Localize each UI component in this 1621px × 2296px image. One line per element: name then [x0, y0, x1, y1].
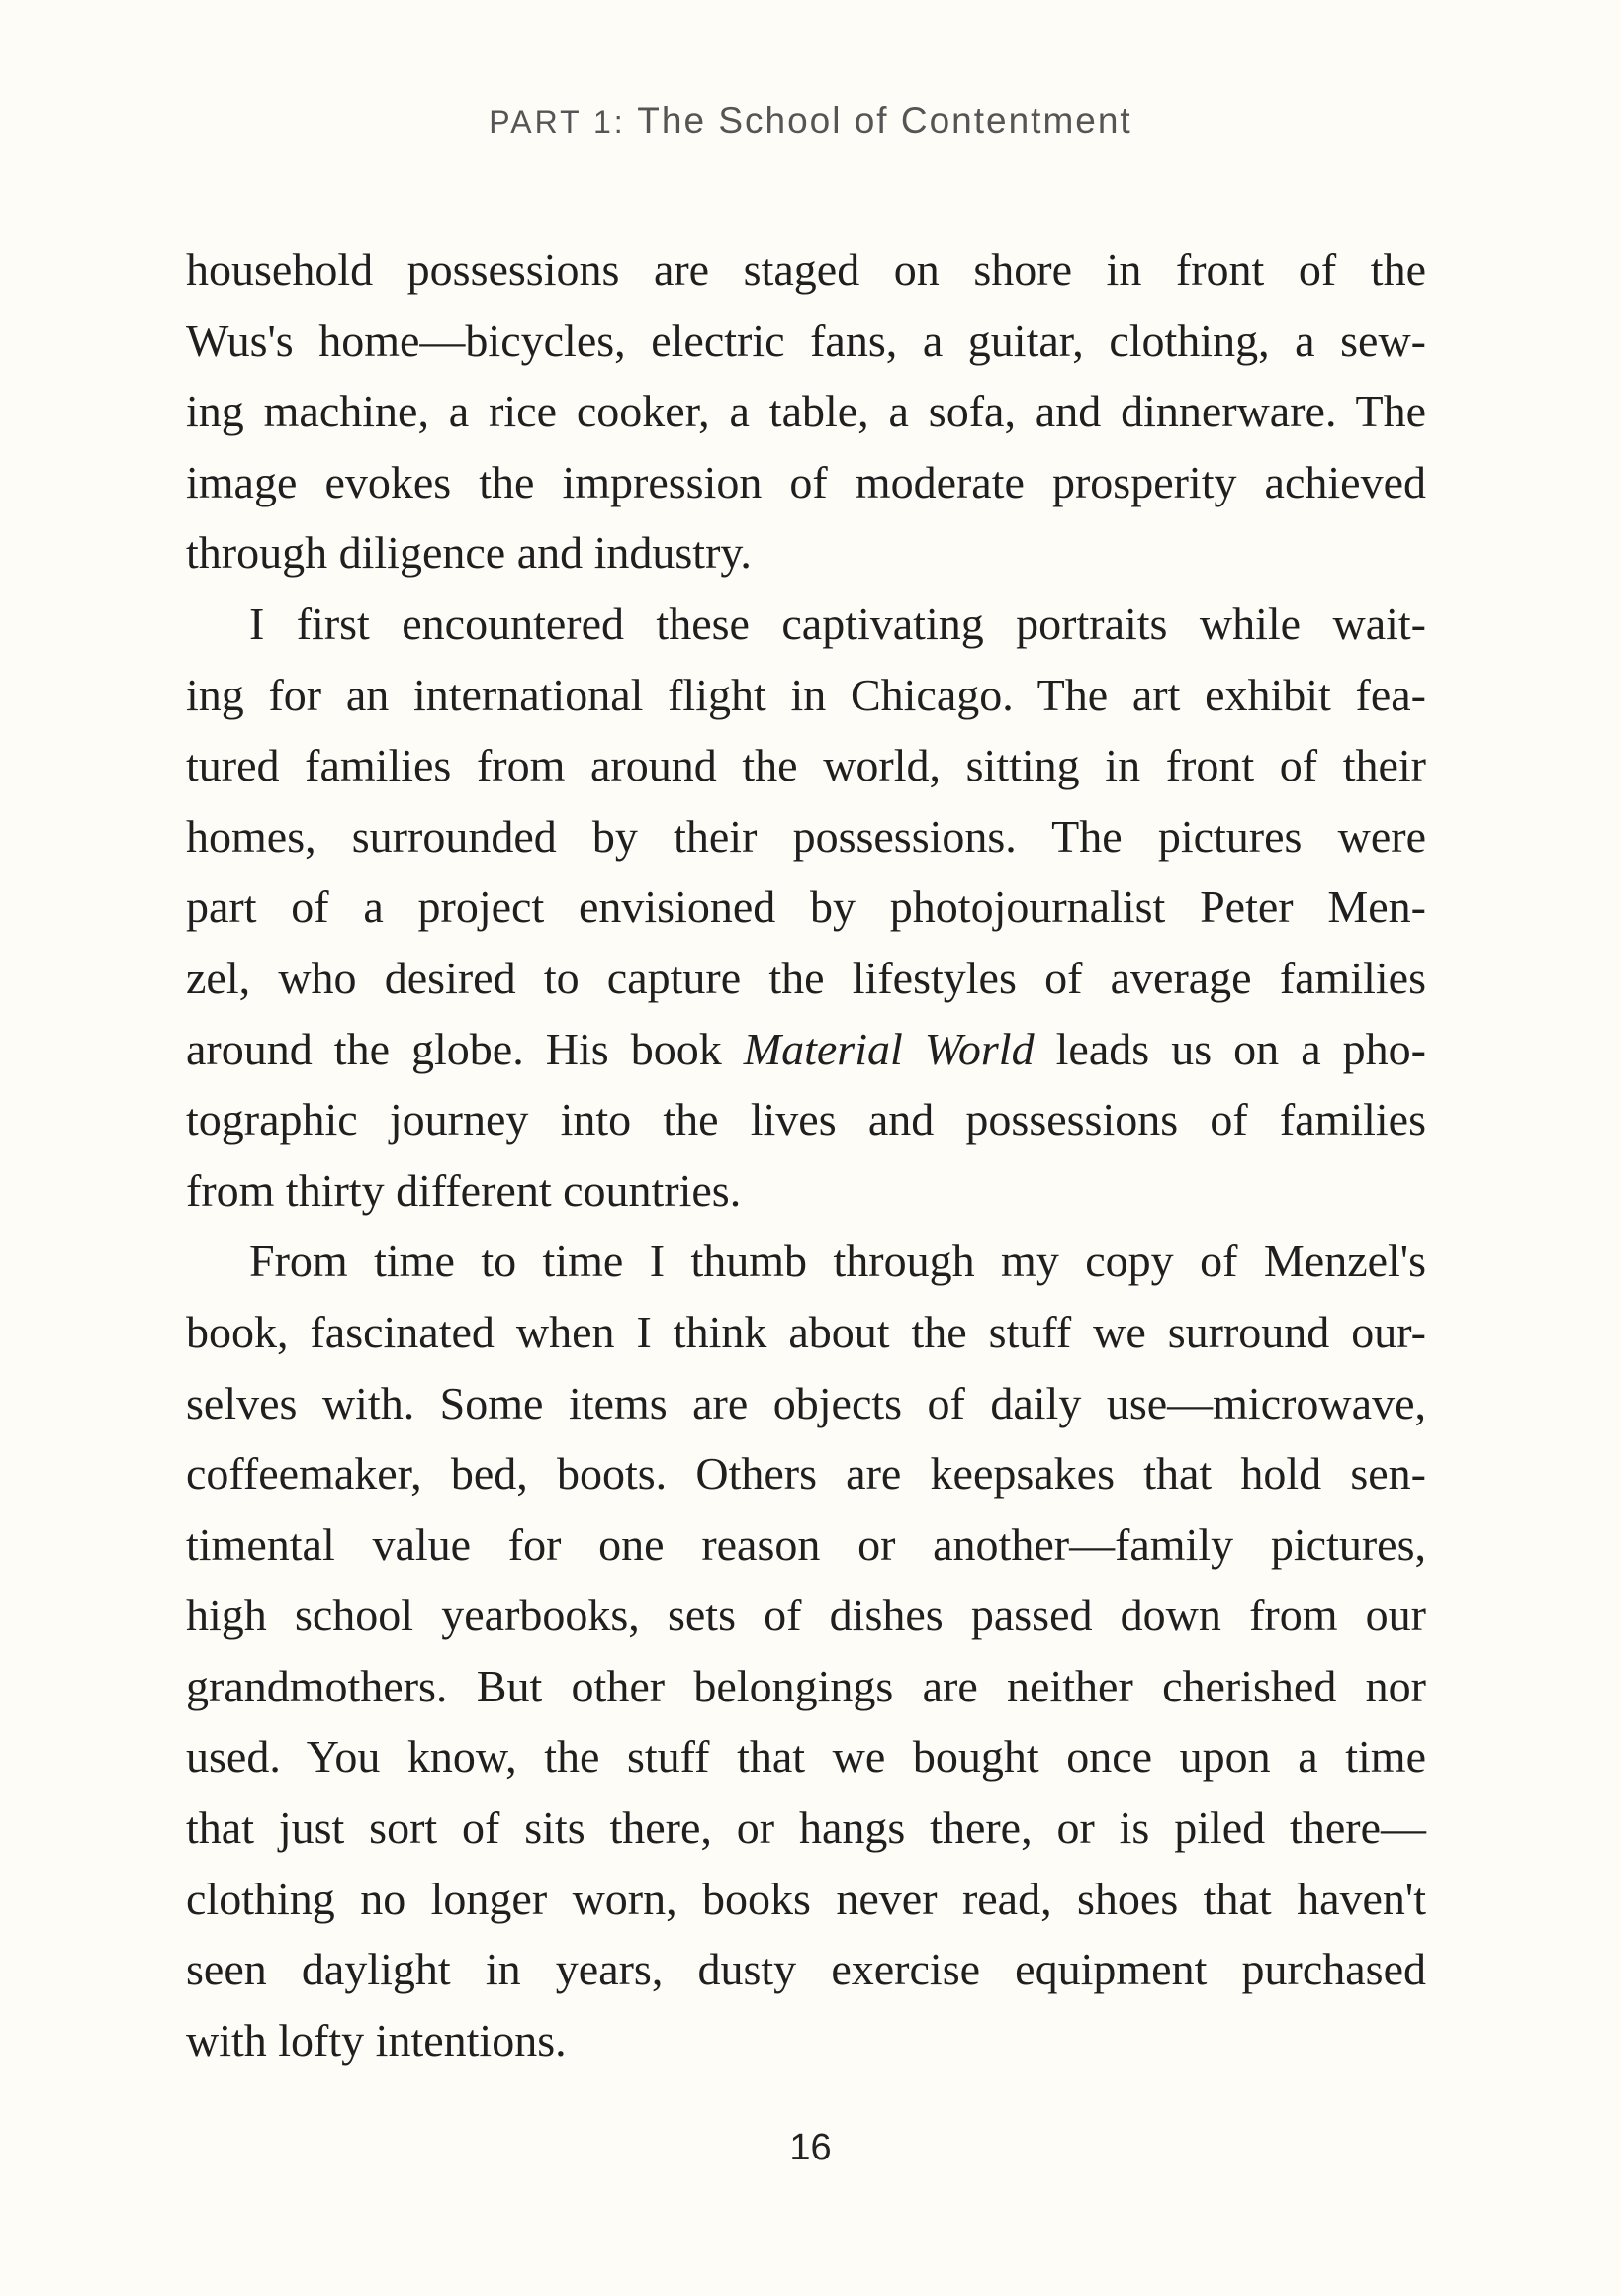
- text-line: household possessions are staged on shore in front of the: [186, 244, 1426, 295]
- text-line: part of a project envisioned by photojournalist Peter Men-: [186, 881, 1426, 933]
- text-line: tographic journey into the lives and possessions of families: [186, 1094, 1426, 1146]
- paragraph: [186, 1226, 1426, 2075]
- text-line: through diligence and industry.: [186, 527, 752, 579]
- text-line: ing machine, a rice cooker, a table, a sofa, and dinnerware. The: [186, 386, 1426, 437]
- text-line: used. You know, the stuff that we bought once upon a time: [186, 1731, 1426, 1783]
- running-head-title: The School of Contentment: [637, 100, 1132, 140]
- body-text: [186, 234, 1426, 2075]
- paragraph: [186, 589, 1426, 1226]
- text-line: ing for an international flight in Chicago. The art exhibit fea-: [186, 669, 1426, 720]
- text-line: I first encountered these captivating portraits while wait-: [249, 597, 1426, 649]
- text-line: From time to time I thumb through my copy of Menzel's: [249, 1236, 1426, 1287]
- text-line: tured families from around the world, sitting in front of their: [186, 740, 1426, 791]
- text-line: coffeemaker, bed, boots. Others are keepsakes that hold sen-: [186, 1448, 1426, 1500]
- text-line: zel, who desired to capture the lifestyles of average families: [186, 952, 1426, 1003]
- text-line: selves with. Some items are objects of daily use—microwave,: [186, 1377, 1426, 1428]
- page-number: 16: [789, 2127, 832, 2168]
- running-head: [0, 97, 1621, 145]
- text-line: from thirty different countries.: [186, 1164, 742, 1216]
- book-title-italic: Material World: [743, 1023, 1035, 1074]
- paragraph: [186, 234, 1426, 589]
- text-line: clothing no longer worn, books never read, shoes that haven't: [186, 1873, 1426, 1924]
- text-line: book, fascinated when I think about the stuff we surround our-: [186, 1306, 1426, 1357]
- text-line: with lofty intentions.: [186, 2014, 567, 2066]
- text-line: that just sort of sits there, or hangs there, or is piled there—: [186, 1802, 1426, 1854]
- text-line: homes, surrounded by their possessions. The pictures were: [186, 810, 1426, 862]
- text-line: image evokes the impression of moderate prosperity achieved: [186, 456, 1426, 507]
- text-line: high school yearbooks, sets of dishes passed down from our: [186, 1590, 1426, 1641]
- text-line: timental value for one reason or another—family pictures,: [186, 1518, 1426, 1570]
- text-line: around the globe. His book Material World leads us on a pho-: [186, 1023, 1426, 1074]
- text-line: seen daylight in years, dusty exercise equipment purchased: [186, 1944, 1426, 1995]
- text-line: grandmothers. But other belongings are neither cherished nor: [186, 1660, 1426, 1711]
- running-head-part: PART 1:: [489, 104, 626, 139]
- text-line: Wus's home—bicycles, electric fans, a guitar, clothing, a sew-: [186, 315, 1426, 366]
